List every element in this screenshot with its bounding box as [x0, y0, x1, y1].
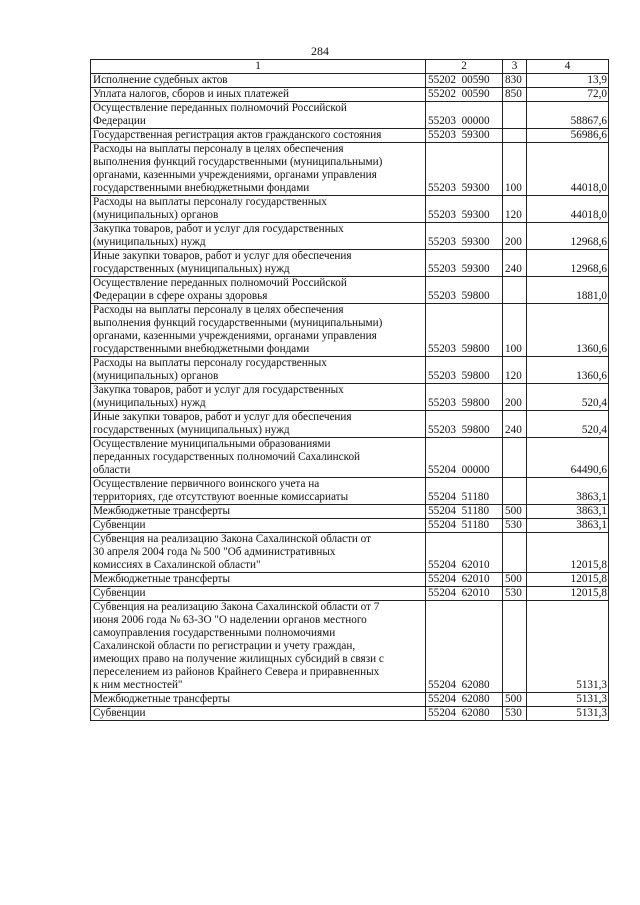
table-row — [91, 411, 609, 438]
row-expense-type: 830 — [503, 74, 527, 88]
table-row — [91, 693, 609, 707]
table-row — [91, 601, 609, 693]
row-target-code: 55203 59800 — [426, 411, 503, 438]
row-amount: 12015,8 — [527, 573, 609, 587]
row-amount: 520,4 — [527, 384, 609, 411]
row-expense-type — [503, 533, 527, 573]
table-row — [91, 505, 609, 519]
row-amount: 12968,6 — [527, 250, 609, 277]
row-expense-type: 100 — [503, 143, 527, 196]
row-description: Иные закупки товаров, работ и услуг для обеспечения государственных (муниципальных) нужд — [91, 250, 426, 277]
row-expense-type: 240 — [503, 250, 527, 277]
column-header-2: 2 — [426, 60, 503, 74]
row-description: Расходы на выплаты персоналу в целях обеспечения выполнения функций государственными (муниципальными) органами, казенными учреждениями, органами управления государственными внебюджетными фондами — [91, 304, 426, 357]
column-header-3: 3 — [503, 60, 527, 74]
row-description: Субвенция на реализацию Закона Сахалинской области от 30 апреля 2004 года № 500 "Об административных комиссиях в Сахалинской области" — [91, 533, 426, 573]
row-target-code: 55203 59800 — [426, 384, 503, 411]
row-target-code: 55204 62010 — [426, 533, 503, 573]
row-description: Осуществление переданных полномочий Российской Федерации в сфере охраны здоровья — [91, 277, 426, 304]
row-amount: 13,9 — [527, 74, 609, 88]
row-description: Осуществление муниципальными образованиями переданных государственных полномочий Сахалинской области — [91, 438, 426, 478]
row-target-code: 55204 62010 — [426, 573, 503, 587]
row-description: Осуществление первичного воинского учета на территориях, где отсутствуют военные комиссариаты — [91, 478, 426, 505]
row-target-code: 55203 59300 — [426, 250, 503, 277]
row-amount: 44018,0 — [527, 196, 609, 223]
row-expense-type: 100 — [503, 304, 527, 357]
row-description: Межбюджетные трансферты — [91, 693, 426, 707]
row-target-code: 55204 00000 — [426, 438, 503, 478]
row-expense-type — [503, 601, 527, 693]
row-expense-type: 500 — [503, 573, 527, 587]
row-description: Субвенции — [91, 707, 426, 721]
row-expense-type: 200 — [503, 384, 527, 411]
row-target-code: 55203 59800 — [426, 357, 503, 384]
row-target-code: 55204 62080 — [426, 601, 503, 693]
row-target-code: 55204 62010 — [426, 587, 503, 601]
row-description: Государственная регистрация актов гражданского состояния — [91, 129, 426, 143]
table-row — [91, 250, 609, 277]
row-expense-type — [503, 478, 527, 505]
table-row — [91, 478, 609, 505]
row-expense-type: 120 — [503, 196, 527, 223]
row-amount: 64490,6 — [527, 438, 609, 478]
row-target-code: 55204 62080 — [426, 707, 503, 721]
row-amount: 56986,6 — [527, 129, 609, 143]
row-target-code: 55203 59300 — [426, 223, 503, 250]
row-target-code: 55204 62080 — [426, 693, 503, 707]
row-amount: 12015,8 — [527, 587, 609, 601]
budget-table — [90, 59, 609, 721]
row-target-code: 55203 59300 — [426, 129, 503, 143]
row-description: Уплата налогов, сборов и иных платежей — [91, 88, 426, 102]
row-amount: 12015,8 — [527, 533, 609, 573]
row-amount: 1360,6 — [527, 304, 609, 357]
row-description: Расходы на выплаты персоналу государственных (муниципальных) органов — [91, 196, 426, 223]
row-description: Закупка товаров, работ и услуг для государственных (муниципальных) нужд — [91, 223, 426, 250]
row-target-code: 55204 51180 — [426, 478, 503, 505]
row-description: Исполнение судебных актов — [91, 74, 426, 88]
row-amount: 3863,1 — [527, 519, 609, 533]
row-amount: 44018,0 — [527, 143, 609, 196]
row-expense-type — [503, 102, 527, 129]
row-description: Субвенции — [91, 587, 426, 601]
row-description: Субвенции — [91, 519, 426, 533]
row-description: Межбюджетные трансферты — [91, 505, 426, 519]
row-amount: 3863,1 — [527, 478, 609, 505]
row-amount: 1881,0 — [527, 277, 609, 304]
row-amount: 5131,3 — [527, 693, 609, 707]
row-amount: 5131,3 — [527, 707, 609, 721]
row-description: Иные закупки товаров, работ и услуг для обеспечения государственных (муниципальных) нужд — [91, 411, 426, 438]
budget-table-body — [91, 60, 609, 721]
row-amount: 72,0 — [527, 88, 609, 102]
table-row — [91, 102, 609, 129]
row-expense-type: 530 — [503, 519, 527, 533]
table-row — [91, 277, 609, 304]
row-expense-type — [503, 438, 527, 478]
table-row — [91, 74, 609, 88]
row-expense-type: 530 — [503, 707, 527, 721]
row-amount: 1360,6 — [527, 357, 609, 384]
row-expense-type: 500 — [503, 693, 527, 707]
row-description: Расходы на выплаты персоналу в целях обеспечения выполнения функций государственными (муниципальными) органами, казенными учреждениями, органами управления государственными внебюджетными фондами — [91, 143, 426, 196]
table-row — [91, 587, 609, 601]
row-description: Расходы на выплаты персоналу государственных (муниципальных) органов — [91, 357, 426, 384]
row-target-code: 55203 59300 — [426, 143, 503, 196]
row-expense-type: 120 — [503, 357, 527, 384]
row-description: Субвенция на реализацию Закона Сахалинской области от 7 июня 2006 года № 63-ЗО "О наделении органов местного самоуправления государственными полномочиями Сахалинской области по регистрации и учету граждан, имеющих право на получение жилищных субсидий в связи с переселением из районов Крайнего Севера и приравненных к ним местностей" — [91, 601, 426, 693]
row-description: Осуществление переданных полномочий Российской Федерации — [91, 102, 426, 129]
row-target-code: 55203 59800 — [426, 277, 503, 304]
row-target-code: 55204 51180 — [426, 505, 503, 519]
row-amount: 520,4 — [527, 411, 609, 438]
row-target-code: 55202 00590 — [426, 74, 503, 88]
table-row — [91, 143, 609, 196]
row-expense-type: 240 — [503, 411, 527, 438]
row-expense-type — [503, 129, 527, 143]
row-expense-type: 850 — [503, 88, 527, 102]
row-target-code: 55203 59800 — [426, 304, 503, 357]
table-row — [91, 384, 609, 411]
page-number: 284 — [311, 44, 329, 58]
row-description: Закупка товаров, работ и услуг для государственных (муниципальных) нужд — [91, 384, 426, 411]
table-row — [91, 533, 609, 573]
row-target-code: 55203 00000 — [426, 102, 503, 129]
table-row — [91, 304, 609, 357]
table-row — [91, 573, 609, 587]
row-expense-type — [503, 277, 527, 304]
row-target-code: 55202 00590 — [426, 88, 503, 102]
table-row — [91, 707, 609, 721]
row-description: Межбюджетные трансферты — [91, 573, 426, 587]
column-header-1: 1 — [91, 60, 426, 74]
table-header-row — [91, 60, 609, 74]
table-row — [91, 129, 609, 143]
row-amount: 58867,6 — [527, 102, 609, 129]
row-expense-type: 200 — [503, 223, 527, 250]
row-target-code: 55204 51180 — [426, 519, 503, 533]
row-amount: 5131,3 — [527, 601, 609, 693]
row-expense-type: 530 — [503, 587, 527, 601]
row-target-code: 55203 59300 — [426, 196, 503, 223]
table-row — [91, 196, 609, 223]
table-row — [91, 357, 609, 384]
row-amount: 3863,1 — [527, 505, 609, 519]
row-expense-type: 500 — [503, 505, 527, 519]
column-header-4: 4 — [527, 60, 609, 74]
row-amount: 12968,6 — [527, 223, 609, 250]
table-row — [91, 438, 609, 478]
table-row — [91, 519, 609, 533]
table-row — [91, 223, 609, 250]
table-row — [91, 88, 609, 102]
